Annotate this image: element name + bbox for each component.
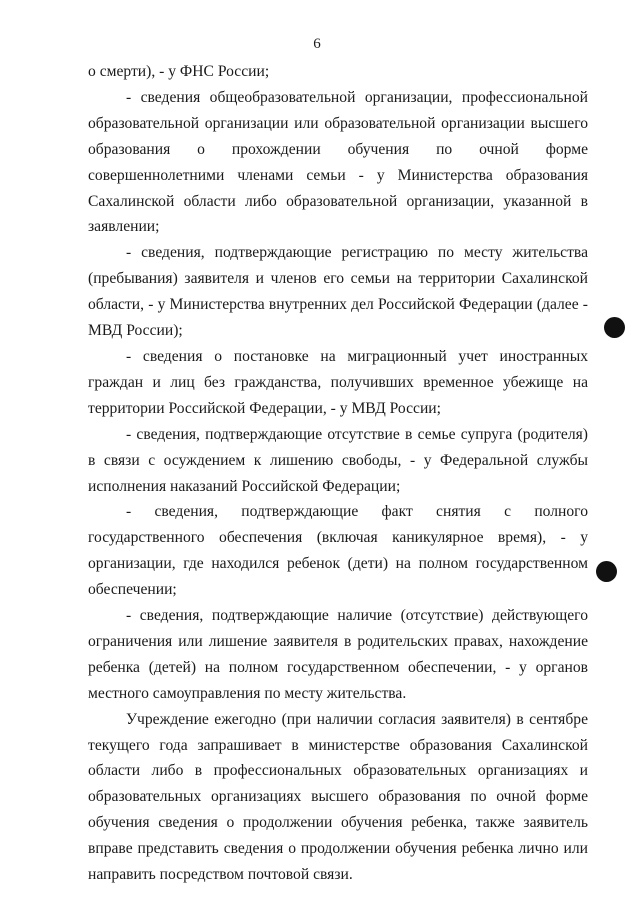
paragraph-continuation: о смерти), - у ФНС России; <box>88 63 270 80</box>
punch-hole-mark <box>604 317 625 338</box>
page-number: 6 <box>313 36 321 52</box>
paragraph-spouse-absence-info: - сведения, подтверждающие отсутствие в семье супруга (родителя) в связи с осуждением к лишению свободы, - у Федеральной службы исполнения наказаний Российской Федерации; <box>88 425 588 495</box>
paragraph-education-info: - сведения общеобразовательной организации, профессиональной образовательной организации или образовательной организации высшего образования о прохождении обучения по очной форме совершеннолетними членами семьи - у Министерства образования Сахалинской области либо образовательной организации, указанной в заявлении; <box>88 88 588 236</box>
paragraph-state-support-info: - сведения, подтверждающие факт снятия с полного государственного обеспечения (включая каникулярное время), - у организации, где находился ребенок (дети) на полном государственном обеспечении; <box>88 503 588 599</box>
document-body <box>88 59 588 888</box>
punch-hole-mark <box>596 561 617 582</box>
paragraph-annual-request: Учреждение ежегодно (при наличии согласия заявителя) в сентябре текущего года запрашивает в министерстве образования Сахалинской области либо в профессиональных образовательных организациях и образовательных организациях высшего образования по очной форме обучения сведения о продолжении обучения ребенка, также заявитель вправе представить сведения о продолжении обучения ребенка лично или направить посредством почтовой связи. <box>88 710 588 884</box>
paragraph-parental-rights-info: - сведения, подтверждающие наличие (отсутствие) действующего ограничения или лишение заявителя в родительских правах, нахождение ребенка (детей) на полном государственном обеспечении, - у органов местного самоуправления по месту жительства. <box>88 607 588 702</box>
paragraph-migration-info: - сведения о постановке на миграционный учет иностранных граждан и лиц без гражданства, получивших временное убежище на территории Российской Федерации, - у МВД России; <box>88 347 588 417</box>
paragraph-registration-info: - сведения, подтверждающие регистрацию по месту жительства (пребывания) заявителя и членов его семьи на территории Сахалинской области, - у Министерства внутренних дел Российской Федерации (далее - МВД России); <box>88 244 588 340</box>
